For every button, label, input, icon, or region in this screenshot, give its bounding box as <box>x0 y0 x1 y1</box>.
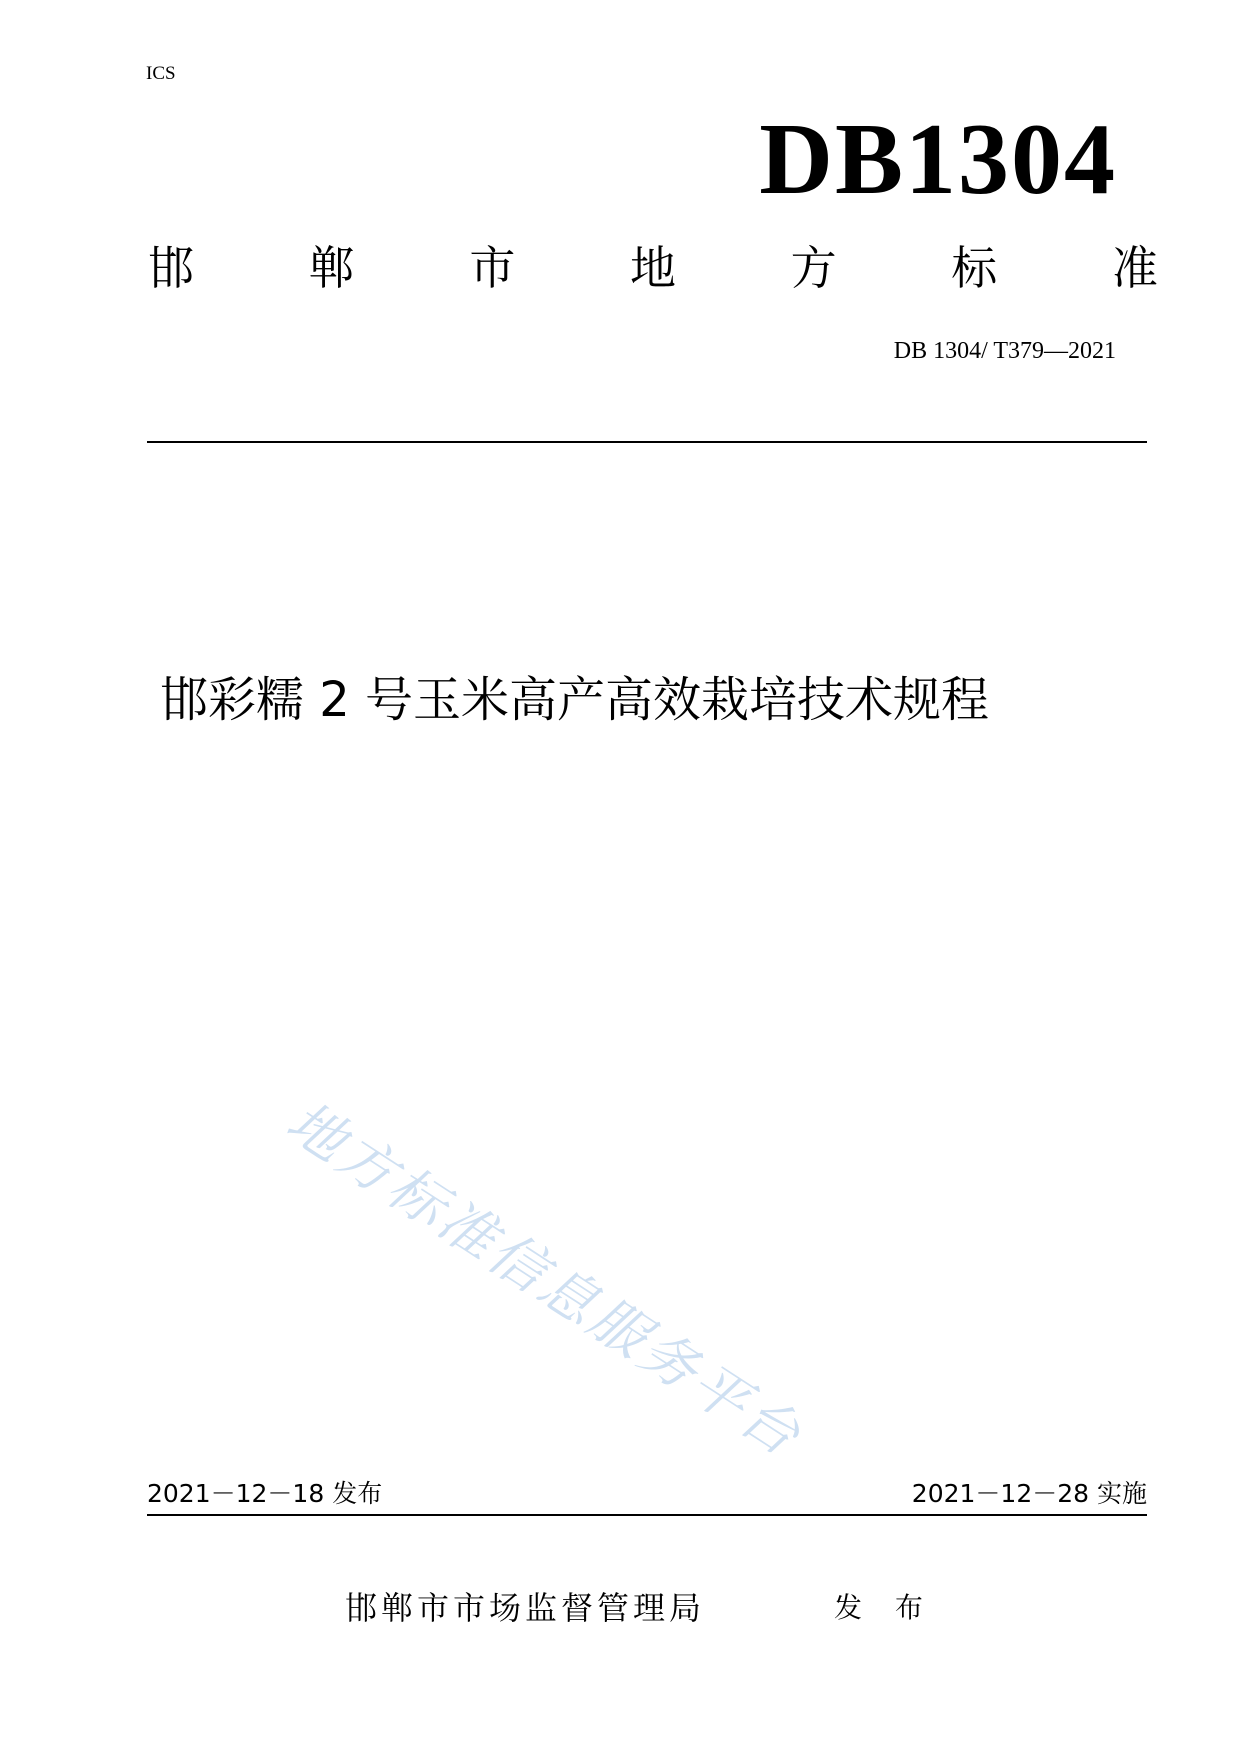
standard-type-char: 邯 <box>148 241 194 295</box>
top-divider <box>147 441 1147 443</box>
standard-type-heading <box>148 240 1158 296</box>
implementation-date: 2021－12－28 实施 <box>911 1479 1147 1508</box>
standard-type-char: 郸 <box>308 241 355 295</box>
standard-type-char: 准 <box>1111 241 1158 295</box>
watermark: 地方标准信息服务平台 <box>275 1089 814 1471</box>
standard-number: DB 1304/ T379—2021 <box>893 338 1116 364</box>
publish-label: 发 布 <box>834 1591 935 1624</box>
standard-type-char: 市 <box>469 241 516 295</box>
publisher-name: 邯郸市市场监督管理局 <box>345 1589 706 1627</box>
ics-label: ICS <box>146 63 176 84</box>
standard-code-heading: DB1304 <box>759 103 1117 216</box>
standard-type-char: 方 <box>790 241 837 295</box>
bottom-divider <box>147 1514 1147 1516</box>
issue-date: 2021－12－18 发布 <box>147 1479 383 1508</box>
document-title: 邯彩糯 2 号玉米高产高效栽培技术规程 <box>160 672 990 728</box>
standard-type-char: 地 <box>629 241 676 295</box>
standard-type-char: 标 <box>951 241 998 295</box>
